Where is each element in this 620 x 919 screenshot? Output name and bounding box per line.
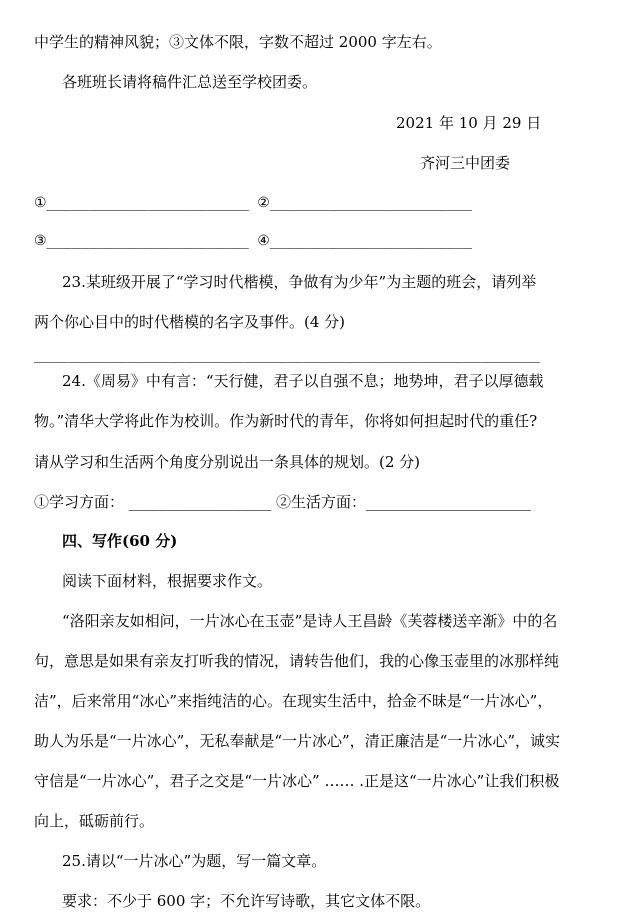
- question-text: 25.请以“一片冰心”为题，写一篇文章。: [62, 852, 327, 870]
- text-line: 句，意思是如果有亲友打听我的情况，请转告他们，我的心像玉壶里的冰那样纯: [34, 652, 560, 670]
- question-text: 23.某班级开展了“学习时代楷模，争做有为少年”为主题的班会，请列举: [62, 273, 537, 291]
- text-line: 阅读下面材料，根据要求作文。: [62, 572, 273, 590]
- text-line: 助人为乐是“一片冰心”，无私奉献是“一片冰心”，清正廉洁是“一片冰心”，诚实: [34, 732, 561, 750]
- text-line: 向上，砥砺前行。: [34, 812, 155, 830]
- question-text: 24.《周易》中有言：“天行健，君子以自强不息；地势坤，君子以厚德载: [62, 372, 544, 390]
- question-text: 两个你心目中的时代楷模的名字及事件。(4 分): [34, 313, 346, 331]
- blank-line: ③________________________ ④________________________: [34, 233, 473, 249]
- section-heading: 四、写作(60 分): [62, 532, 178, 550]
- requirement-text: 要求：不少于 600 字；不允许写诗歌，其它文体不限。: [62, 892, 431, 910]
- organization-line: 齐河三中团委: [420, 154, 511, 172]
- text-line: 各班班长请将稿件汇总送至学校团委。: [62, 73, 318, 91]
- answer-line: ____________________________________________________________: [34, 347, 540, 363]
- answer-line: ①学习方面： ___________________ ②生活方面：______________________: [34, 493, 532, 511]
- question-text: 请从学习和生活两个角度分别说出一条具体的规划。(2 分): [34, 453, 421, 471]
- question-text: 物。”清华大学将此作为校训。作为新时代的青年，你将如何担起时代的重任?: [34, 412, 538, 430]
- text-line: 守信是“一片冰心”，君子之交是“一片冰心” …… .正是这“一片冰心”让我们积极: [34, 772, 560, 790]
- text-line: 中学生的精神风貌；③文体不限，字数不超过 2000 字左右。: [34, 33, 442, 51]
- text-line: “洛阳亲友如相问，一片冰心在玉壶”是诗人王昌龄《芙蓉楼送辛渐》中的名: [62, 612, 558, 630]
- text-line: 洁”，后来常用“冰心”来指纯洁的心。在现实生活中，拾金不昧是“一片冰心”，: [34, 692, 553, 710]
- date-line: 2021 年 10 月 29 日: [396, 114, 542, 132]
- blank-line: ①________________________ ②________________________: [34, 195, 473, 211]
